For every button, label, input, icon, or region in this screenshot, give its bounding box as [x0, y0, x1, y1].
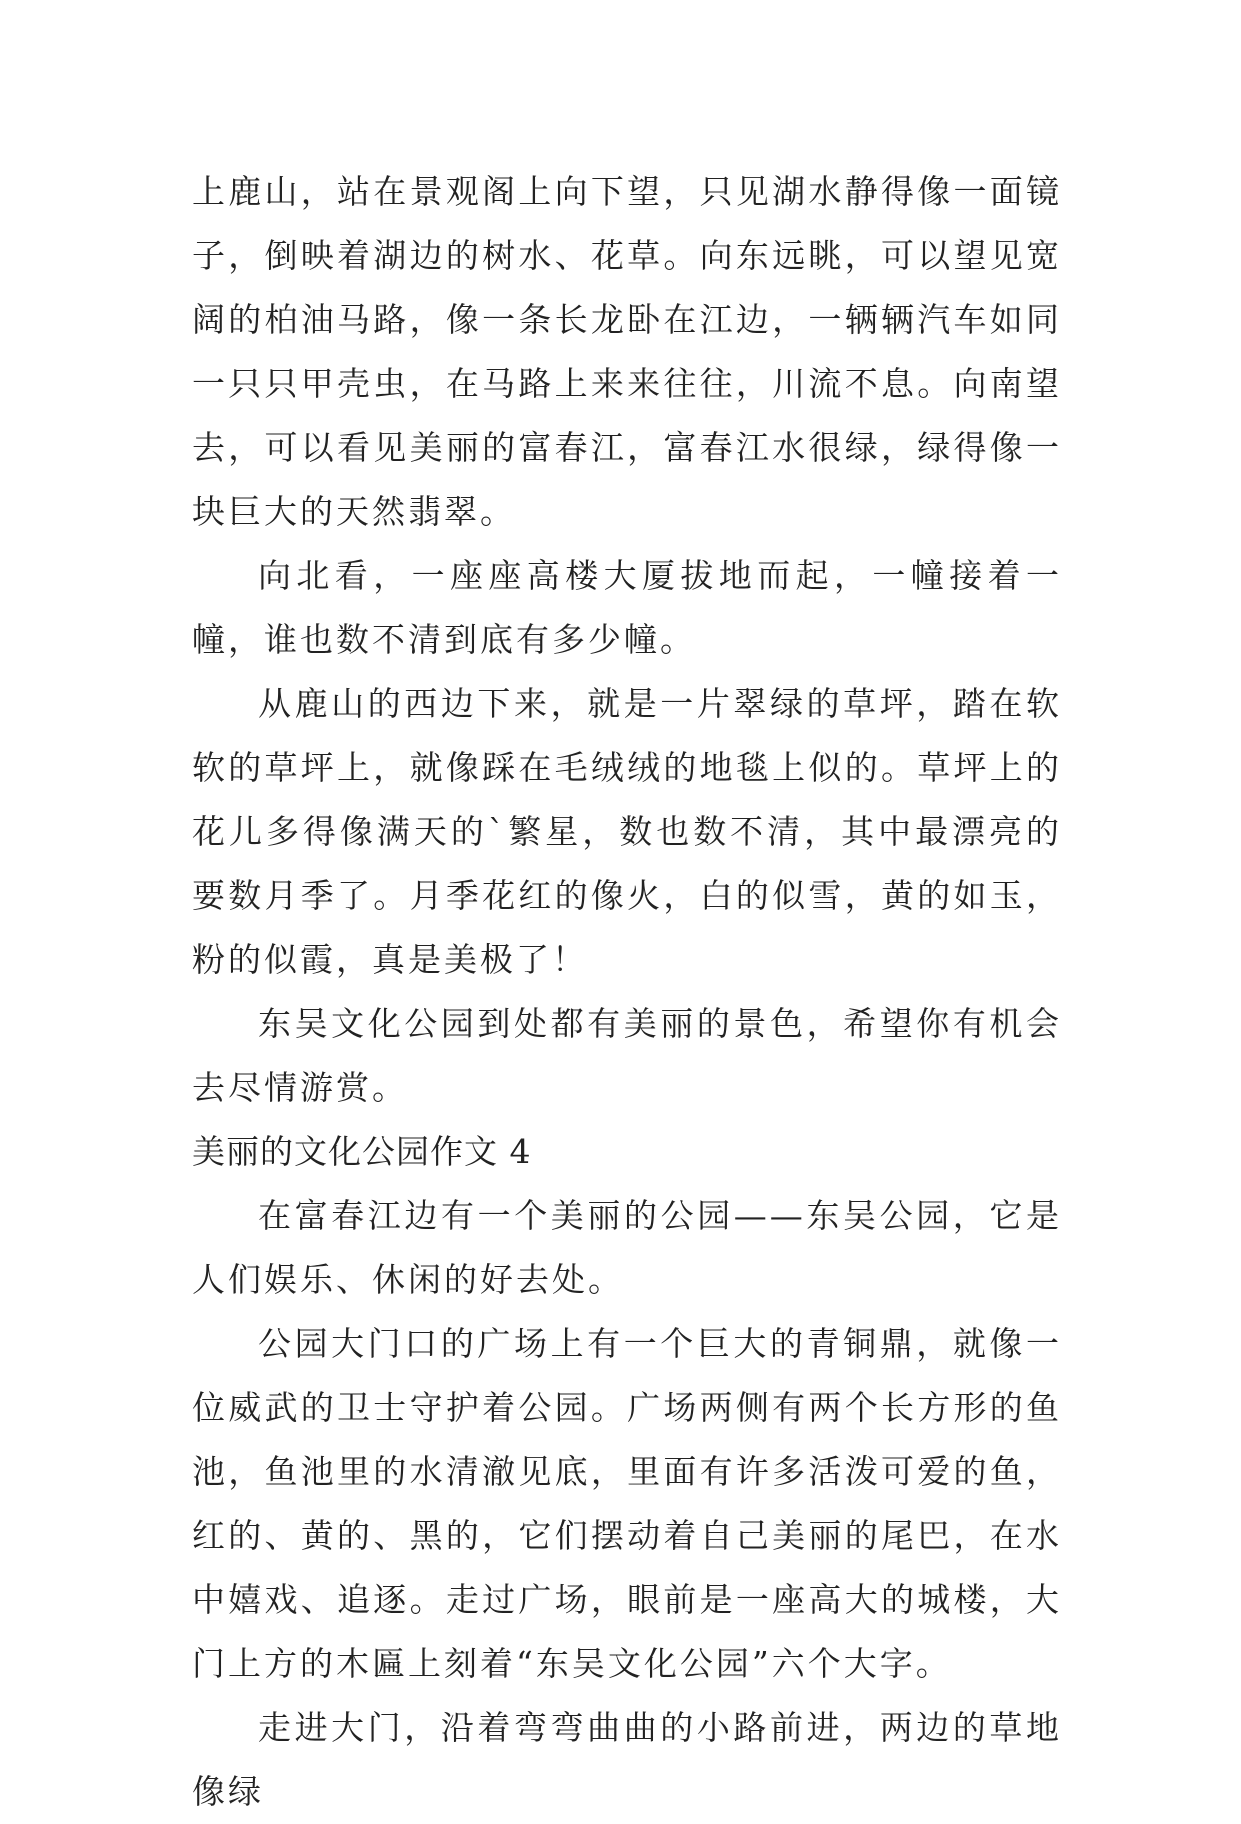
document-body — [192, 160, 1062, 1824]
paragraph: 东吴文化公园到处都有美丽的景色，希望你有机会去尽情游赏。 — [192, 1004, 1062, 1107]
paragraph: 在富春江边有一个美丽的公园——东吴公园，它是人们娱乐、休闲的好去处。 — [192, 1196, 1062, 1299]
paragraph: 走进大门，沿着弯弯曲曲的小路前进，两边的草地像绿 — [192, 1708, 1062, 1811]
paragraph-continuation: 上鹿山，站在景观阁上向下望，只见湖水静得像一面镜子，倒映着湖边的树水、花草。向东远眺，可以望见宽阔的柏油马路，像一条长龙卧在江边，一辆辆汽车如同一只只甲壳虫，在马路上来来往往，川流不息。向南望去，可以看见美丽的富春江，富春江水很绿，绿得像一块巨大的天然翡翠。 — [192, 172, 1062, 531]
paragraph: 从鹿山的西边下来，就是一片翠绿的草坪，踏在软软的草坪上，就像踩在毛绒绒的地毯上似的。草坪上的花儿多得像满天的`繁星，数也数不清，其中最漂亮的要数月季了。月季花红的像火，白的似雪，黄的如玉，粉的似霞，真是美极了！ — [192, 684, 1062, 979]
section-heading: 美丽的文化公园作文 4 — [192, 1132, 532, 1171]
paragraph: 公园大门口的广场上有一个巨大的青铜鼎，就像一位威武的卫士守护着公园。广场两侧有两个长方形的鱼池，鱼池里的水清澈见底，里面有许多活泼可爱的鱼，红的、黄的、黑的，它们摆动着自己美丽的尾巴，在水中嬉戏、追逐。走过广场，眼前是一座高大的城楼，大门上方的木匾上刻着“东吴文化公园”六个大字。 — [192, 1324, 1062, 1683]
paragraph: 向北看，一座座高楼大厦拔地而起，一幢接着一幢，谁也数不清到底有多少幢。 — [192, 556, 1062, 659]
